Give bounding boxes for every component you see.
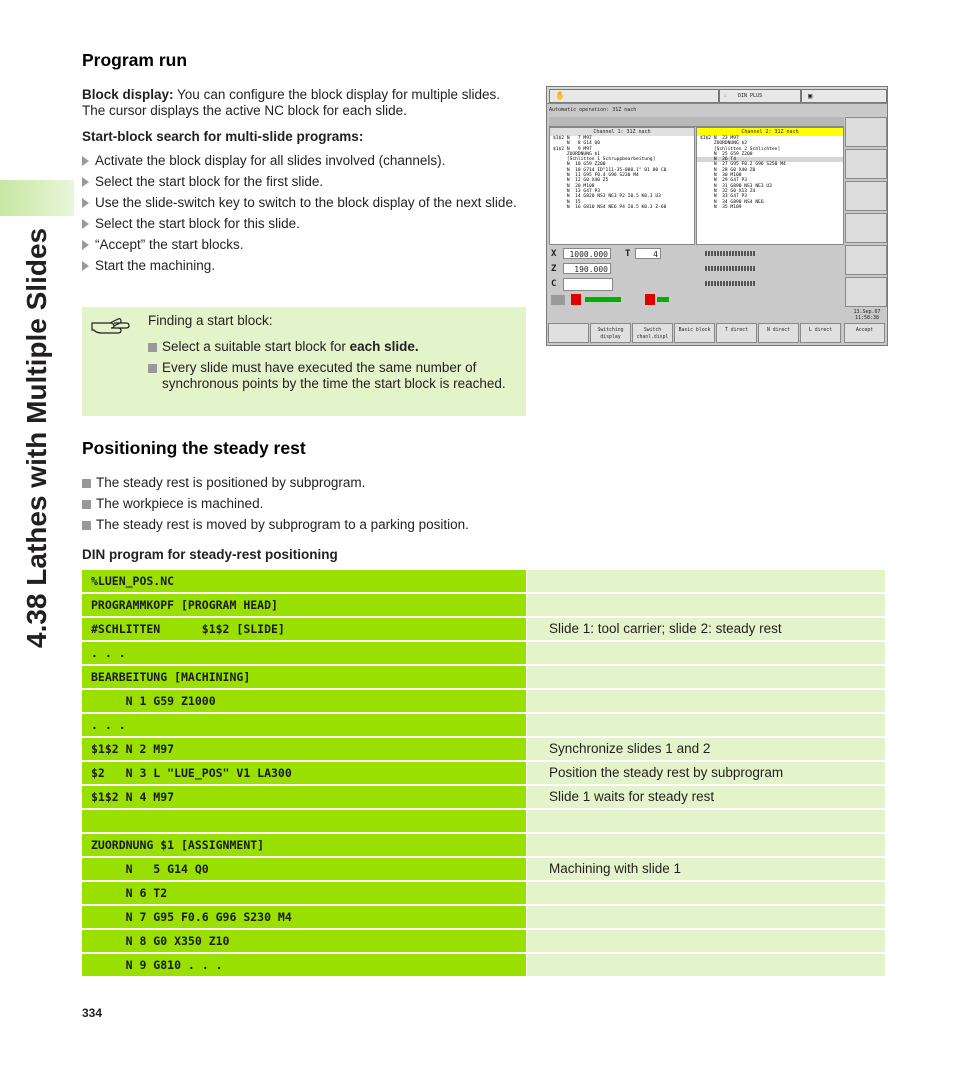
program-code: N 9 G810 . . . [82,954,526,976]
program-row [82,690,885,712]
square-bullet-icon [82,479,91,488]
square-bullet-icon [82,500,91,509]
program-comment [527,954,885,976]
step-item: Select the start block for this slide. [82,216,526,232]
channel1-line: N 8 G14 Q0 [553,141,601,147]
program-code [82,810,526,832]
step-item: “Accept” the start blocks. [82,237,526,253]
program-comment [527,642,885,664]
alarm-indicator [571,294,581,305]
axis-x-label: X [551,249,557,259]
steady-rest-heading: Positioning the steady rest [82,438,306,458]
program-row [82,882,885,904]
cnc-mode-header: Automatic operation: 31Z nach [549,107,637,113]
channel1-line: N 16 G810 NS4 NE6 P4 I0.5 K0.3 Z-60 [553,204,667,210]
channel2-line: $1$2 N 23 M97 [700,136,739,141]
program-comment [527,930,885,952]
start-block-steps [82,153,526,279]
arrow-bullet-icon [82,177,89,187]
program-comment: Slide 1 waits for steady rest [527,786,885,808]
program-row [82,594,885,616]
spindle-indicator [645,294,655,305]
channel1-line: N 10 G59 Z200 [553,162,606,168]
steady-rest-list [82,475,552,533]
channel1-line: N 20 M108 [553,183,595,189]
pointing-hand-icon [90,315,132,337]
vertical-softkey[interactable] [845,245,887,275]
program-row [82,570,885,592]
status-icon [551,295,565,305]
program-comment [527,882,885,904]
note-item: Select a suitable start block for each slide. [148,339,508,355]
program-code: N 8 G0 X350 Z10 [82,930,526,952]
block-display-text: You can configure the block display for multiple slides. The cursor displays the active NC block for each slide. [82,87,500,118]
program-row [82,738,885,760]
program-code: N 1 G59 Z1000 [82,690,526,712]
square-bullet-icon [148,343,157,352]
channel1-line: [Schlitten 1 Schruppbearbeitung] [553,157,656,163]
vertical-softkey[interactable] [845,181,887,211]
block-display-label: Block display: [82,87,174,102]
channel2-line: N 34 G890 NS4 NE6 [700,199,764,205]
channel2-line: N 25 G59 Z200 [700,151,753,157]
note-box [82,307,526,416]
program-code: N 6 T2 [82,882,526,904]
program-comment [527,906,885,928]
start-block-heading: Start-block search for multi-slide programs: [82,129,364,144]
program-comment [527,666,885,688]
arrow-bullet-icon [82,156,89,166]
vertical-softkeys [845,117,887,317]
channel1-line: ZUORDNUNG $1 [553,151,601,157]
channel1-line: N 11 G95 F0.4 G96 S230 M4 [553,173,639,179]
softkey-empty[interactable] [548,323,589,343]
program-code: N 7 G95 F0.6 G96 S230 M4 [82,906,526,928]
channel-2-panel [696,127,844,245]
program-row [82,618,885,640]
softkey-t-direct[interactable]: T direct [716,323,757,343]
vertical-softkey[interactable] [845,213,887,243]
axis-c-field [563,278,613,291]
channel2-line: N 28 G0 X40 Z0 [700,167,756,173]
program-comment: Position the steady rest by subprogram [527,762,885,784]
program-comment [527,834,885,856]
din-program-table [82,570,885,978]
note-intro: Finding a start block: [148,313,273,328]
axis-z-label: Z [551,264,557,274]
channel2-line: N 31 G890 NS3 NE3 U3 [700,183,772,189]
steady-rest-item: The workpiece is machined. [82,496,552,512]
channel1-line: N 12 G0 X40 Z5 [553,178,609,184]
program-run-heading: Program run [82,50,188,70]
program-row [82,810,885,832]
channel1-line: N 14 G820 NS3 NE3 P2 I0.5 K0.3 U3 [553,194,661,200]
program-code: . . . [82,642,526,664]
channel-2-title: Channel 2: 31Z nach [697,128,843,136]
cnc-disk-tab [801,89,887,103]
block-display-paragraph [82,87,526,119]
channel-1-panel [549,127,695,245]
axis-x-value: 1000.000 [563,248,611,259]
step-item: Select the start block for the first slide. [82,174,526,190]
program-comment [527,594,885,616]
program-row [82,786,885,808]
program-comment [527,690,885,712]
square-bullet-icon [148,364,157,373]
arrow-bullet-icon [82,198,89,208]
program-row [82,762,885,784]
pointer-icon: ☞ [724,92,729,100]
softkey-basic-block[interactable]: Basic block [674,323,715,343]
program-row [82,642,885,664]
program-comment: Machining with slide 1 [527,858,885,880]
channel1-line: N 15 [553,199,581,205]
square-bullet-icon [82,521,91,530]
arrow-bullet-icon [82,261,89,271]
hand-icon: ✋ [555,91,565,100]
cnc-top-bar [547,87,887,104]
steady-rest-item: The steady rest is moved by subprogram to a parking position. [82,517,552,533]
channel2-line: N 32 G0 X13 Z4 [700,188,756,194]
channel1-line: N 10 G714 ID"111-35-080.1" 01 00 C0 [553,167,667,173]
channel1-line: N 13 G47 P3 [553,188,601,194]
axis-c-label: C [551,279,557,289]
channel-2-lines [697,136,843,210]
program-row [82,906,885,928]
cnc-screen-figure [546,86,888,346]
cnc-hand-tab [549,89,719,103]
horizontal-softkeys [547,323,887,345]
step-item: Activate the block display for all slides involved (channels). [82,153,526,169]
program-row [82,834,885,856]
chapter-title-text: 4.38 Lathes with Multiple Slides [21,227,52,648]
vertical-softkey[interactable] [845,277,887,307]
cnc-din-tab: ☞ DIN PLUS [719,89,801,103]
channel2-line: [Schlitten 2 Schlichten] [700,146,781,152]
program-code: $2 N 3 L "LUE_POS" V1 LA300 [82,762,526,784]
cnc-clock [847,309,887,321]
position-display [549,247,843,317]
program-code: N 5 G14 Q0 [82,858,526,880]
channel2-line: N 33 G47 P3 [700,194,748,200]
feed-bar-x [705,251,755,256]
step-item: Start the machining. [82,258,526,274]
channel1-line: $1$2 N 7 M97 [553,136,592,141]
program-code: $1$2 N 4 M97 [82,786,526,808]
load-bar [585,297,621,302]
spindle-bar [657,297,669,302]
program-row [82,858,885,880]
program-code: #SCHLITTEN $1$2 [SLIDE] [82,618,526,640]
channel1-line: $1$2 N 9 M97 [553,146,592,152]
channel2-line: N 30 M108 [700,173,742,179]
program-code: %LUEN_POS.NC [82,570,526,592]
step-item: Use the slide-switch key to switch to the block display of the next slide. [82,195,526,211]
program-comment [527,570,885,592]
page-number: 334 [82,1006,103,1020]
vertical-softkey[interactable] [845,117,887,147]
softkey-l-direct[interactable]: L direct [800,323,841,343]
softkey-switch-channel[interactable]: Switch chanl.displ [632,323,673,343]
cnc-date: 13.Sep.07 [853,309,881,315]
tool-label: T [625,249,631,259]
program-code: BEARBEITUNG [MACHINING] [82,666,526,688]
softkey-switching-display[interactable]: Switching display [590,323,631,343]
disk-icon: ▣ [808,92,813,100]
steady-rest-item: The steady rest is positioned by subprogram. [82,475,552,491]
channel2-line: N 27 G95 F0.2 G96 S250 M4 [700,162,786,168]
channel-1-title: Channel 1: 31Z nach [550,128,694,136]
softkey-n-direct[interactable]: N direct [758,323,799,343]
program-row [82,714,885,736]
steady-rest-list-block [82,475,552,538]
cnc-time: 11:58:38 [854,315,880,321]
program-title: DIN program for steady-rest positioning [82,547,338,562]
program-code: . . . [82,714,526,736]
vertical-softkey[interactable] [845,149,887,179]
softkey-accept[interactable]: Accept [844,323,885,343]
tool-value: 4 [635,248,661,259]
program-comment [527,810,885,832]
program-comment [527,714,885,736]
program-comment: Slide 1: tool carrier; slide 2: steady rest [527,618,885,640]
feed-bar-z [705,266,755,271]
arrow-bullet-icon [82,240,89,250]
channel2-line: N 29 G47 P3 [700,178,748,184]
channel-1-lines [550,136,694,210]
note-item: Every slide must have executed the same number of synchronous points by the time the start block is reached. [148,360,508,392]
chapter-side-title [2,20,58,660]
arrow-bullet-icon [82,219,89,229]
channel2-line: N 35 M109 [700,204,742,210]
channel2-line: N 26 T4 [697,157,843,162]
program-row [82,666,885,688]
program-code: $1$2 N 2 M97 [82,738,526,760]
program-row [82,930,885,952]
feed-bar-c [705,281,755,286]
note-list [148,339,508,397]
program-code: ZUORDNUNG $1 [ASSIGNMENT] [82,834,526,856]
axis-z-value: 190.000 [563,263,611,274]
cnc-menu-strip [549,117,844,127]
program-row [82,954,885,976]
program-code: PROGRAMMKOPF [PROGRAM HEAD] [82,594,526,616]
channel2-line: ZUORDNUNG $2 [700,141,748,147]
program-comment: Synchronize slides 1 and 2 [527,738,885,760]
